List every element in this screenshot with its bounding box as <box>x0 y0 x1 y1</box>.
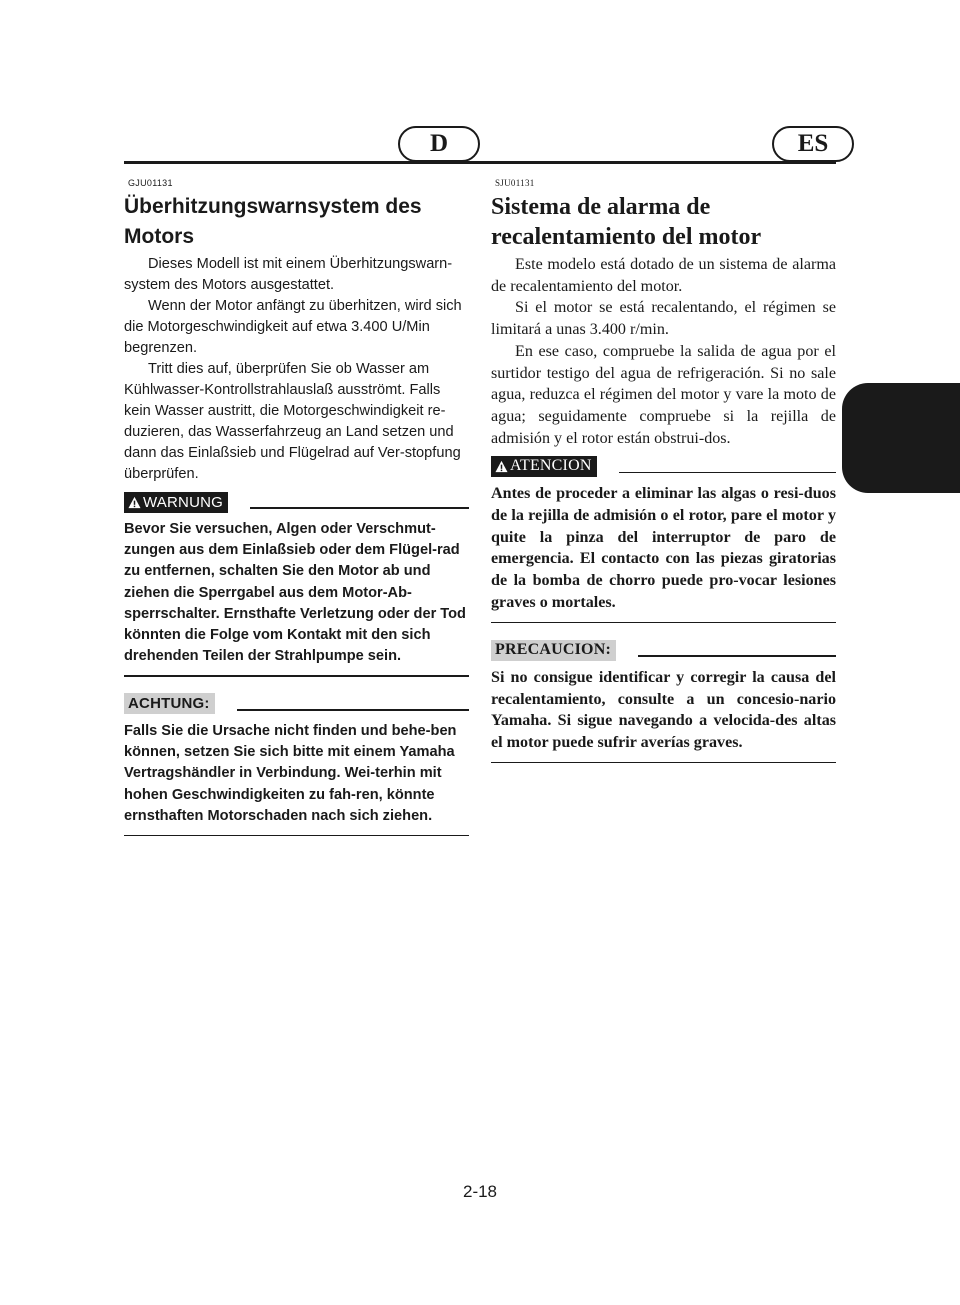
warning-notice <box>491 455 836 623</box>
warning-label: ATENCION <box>510 457 592 475</box>
warning-label: WARNUNG <box>143 493 224 511</box>
notice-end-rule <box>124 835 469 837</box>
notice-end-rule <box>124 675 469 677</box>
caution-badge: PRECAUCION: <box>491 640 616 661</box>
caution-badge: ACHTUNG: <box>124 693 215 714</box>
warning-text: Antes de proceder a eliminar las algas o resi-duos de la rejilla de admisión o el rotor, pare el motor y quite la pinza del interruptor de paro de emergencia. El contacto con las piezas giratorias de la bomba de chorro puede pro-vocar lesiones graves o mortales. <box>491 485 836 611</box>
header-rule <box>124 161 836 164</box>
caution-text: Si no consigue identificar y corregir la causa del recalentamiento, consulte a un concesio-nario Yamaha. Si sigue navegando a velocida-des altas el motor puede sufrir averías graves. <box>491 669 836 752</box>
notice-rule <box>250 507 469 509</box>
body-paragraph: Dieses Modell ist mit einem Überhitzungswarn-system des Motors ausgestattet. <box>124 256 453 293</box>
warning-triangle-icon <box>128 496 141 509</box>
caution-text: Falls Sie die Ursache nicht finden und behe-ben können, setzen Sie sich bitte mit einem Yamaha Vertragshändler in Verbindung. Wei-terhin mit hohen Geschwindigkeiten zu fah-ren, könnte ernsthaften Motorschaden nach sich ziehen. <box>124 722 457 824</box>
notice-rule <box>638 655 836 657</box>
section-code: GJU01131 <box>128 178 173 188</box>
section-title: Überhitzungswarnsystem des Motors <box>124 195 422 248</box>
caution-notice <box>491 639 836 763</box>
notice-rule <box>237 709 469 711</box>
warning-badge <box>491 456 597 477</box>
caution-notice <box>124 693 469 837</box>
notice-end-rule <box>491 762 836 764</box>
section-title: Sistema de alarma de recalentamiento del motor <box>491 194 762 250</box>
language-tab-spanish: ES <box>772 126 854 162</box>
chapter-thumb-tab <box>842 383 960 493</box>
body-paragraph: Este modelo está dotado de un sistema de alarma de recalentamiento del motor. <box>491 256 836 295</box>
german-column <box>124 178 469 836</box>
warning-triangle-icon <box>495 460 508 473</box>
body-paragraph: Wenn der Motor anfängt zu überhitzen, wird sich die Motorgeschwindigkeit auf etwa 3.400 U/Min begrenzen. <box>124 298 462 356</box>
language-tab-german: D <box>398 126 480 162</box>
page-number: 2-18 <box>462 1182 498 1201</box>
body-paragraph: Tritt dies auf, überprüfen Sie ob Wasser am Kühlwasser-Kontrollstrahlauslaß ausströmt. Falls kein Wasser austritt, die Motorgeschwindigkeit re-duzieren, das Wasserfahrzeug an Land setzen und dann das Einlaßsieb und Flügelrad auf Ver-stopfung überprüfen. <box>124 361 461 482</box>
spanish-column <box>491 178 836 763</box>
warning-notice <box>124 491 469 677</box>
warning-badge <box>124 492 228 513</box>
notice-rule <box>619 472 836 474</box>
body-paragraph: Si el motor se está recalentando, el régimen se limitará a unas 3.400 r/min. <box>491 299 836 339</box>
section-code: SJU01131 <box>495 178 535 188</box>
warning-text: Bevor Sie versuchen, Algen oder Verschmut-zungen aus dem Einlaßsieb oder dem Flügel-rad zu entfernen, schalten Sie den Motor ab und ziehen die Sperrgabel aus dem Motor-Ab-sperrschalter. Ernsthafte Verletzung oder der Tod könnten die Folge vom Kontakt mit den sich drehenden Teilen der Strahlpumpe sein. <box>124 521 466 665</box>
body-paragraph: En ese caso, compruebe la salida de agua por el surtidor testigo del agua de refrigeración. Si no sale agua, reduzca el régimen del motor y vare la moto de agua; seguidamente compruebe si la rejilla de admisión y el rotor están obstrui-dos. <box>491 342 836 447</box>
notice-end-rule <box>491 622 836 624</box>
